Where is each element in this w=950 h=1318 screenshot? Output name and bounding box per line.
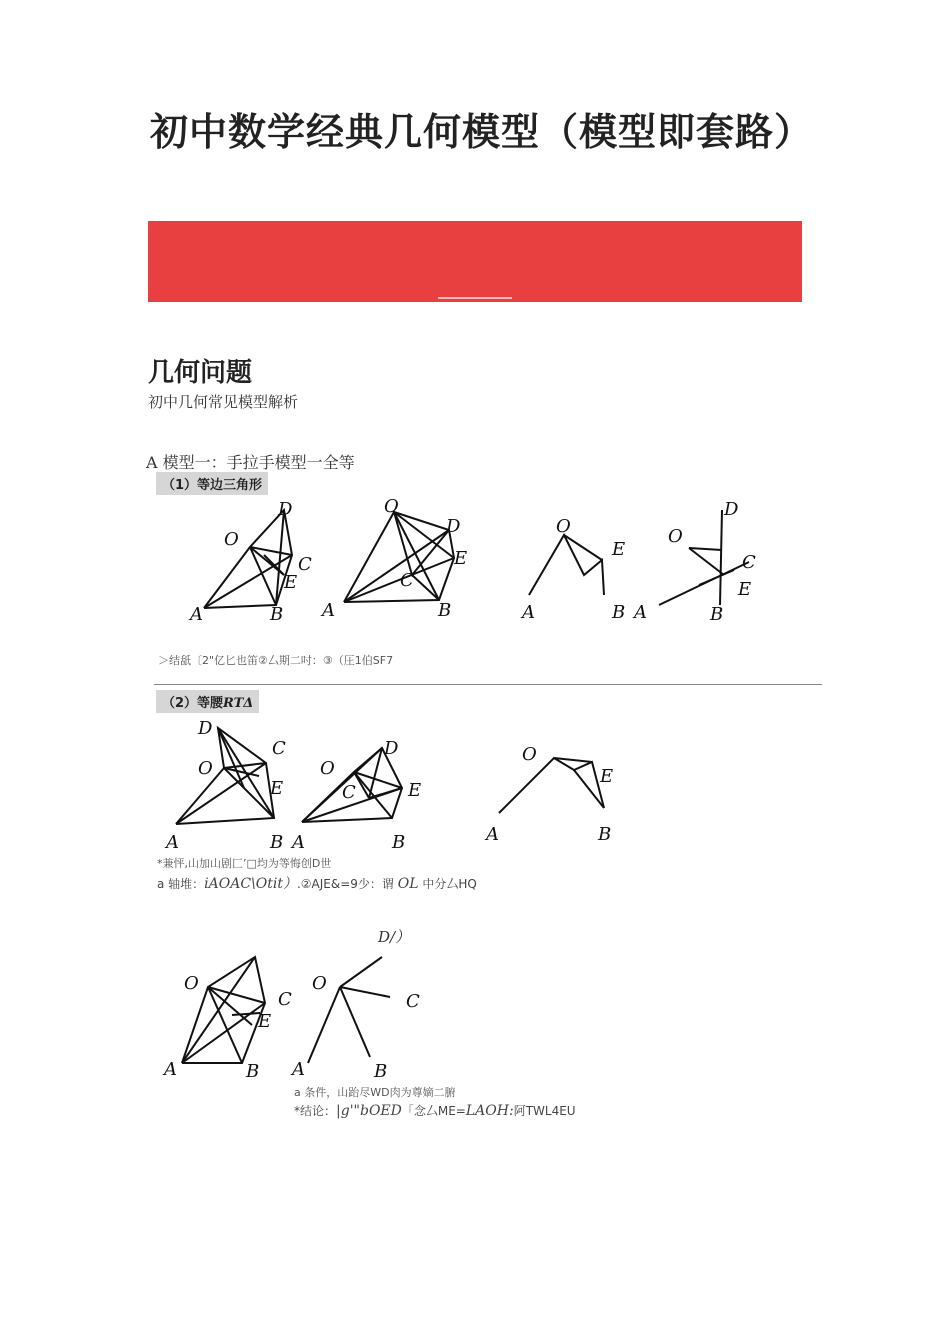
section-title: 几何问题 <box>148 358 253 388</box>
pt-e: E <box>284 572 298 593</box>
pt-e: E <box>270 778 284 799</box>
pt-d: D <box>446 516 461 537</box>
pt-o: O <box>668 526 683 547</box>
figure-isosceles-right <box>154 688 822 854</box>
figure-general <box>160 945 440 1085</box>
figure1-label: （1）等边三角形 <box>156 472 268 495</box>
figure-equilateral <box>154 470 764 625</box>
caption-suffix: 阿TWL4EU <box>513 1104 576 1118</box>
pt-d: D <box>278 499 293 520</box>
caption-math: |g'"bOED <box>336 1103 402 1119</box>
pt-o: O <box>522 744 537 765</box>
pt-c: C <box>342 782 356 803</box>
figure1-caption: ＞结舐〔2"亿匕也笛②厶期二吋：③（圧1伯SF7 <box>158 654 394 667</box>
pt-a: A <box>486 824 499 845</box>
figure3-caption-condition: a 条件，山跆尽WD肉为尊嫡二腑 <box>294 1086 456 1099</box>
pt-o: O <box>320 758 335 779</box>
document-title: 初中数学经典几何模型（模型即套路） <box>150 110 814 154</box>
pt-a: A <box>322 600 335 621</box>
pt-o: O <box>184 973 199 994</box>
pt-c: C <box>278 989 292 1010</box>
pt-a: A <box>292 832 305 853</box>
pt-b: B <box>246 1061 260 1082</box>
pt-d: D <box>198 718 213 739</box>
pt-b: B <box>270 832 284 853</box>
caption-math: LAOH: <box>465 1103 514 1119</box>
pt-o: O <box>384 496 399 517</box>
pt-e: E <box>738 579 752 600</box>
figure2-caption-condition: *兼怦,山加山剧匚’□均为等悔创D世 <box>157 857 332 870</box>
pt-a: A <box>166 832 179 853</box>
pt-o: O <box>224 529 239 550</box>
pt-d: D <box>384 738 399 759</box>
pt-b: B <box>438 600 452 621</box>
pt-b: B <box>374 1061 388 1082</box>
caption-suffix: 中分厶HQ <box>422 877 477 891</box>
pt-e: E <box>258 1011 272 1032</box>
pt-e: E <box>454 548 468 569</box>
pt-a: A <box>292 1059 305 1080</box>
figure2-label <box>156 690 259 713</box>
caption-prefix: *结论： <box>294 1104 337 1118</box>
pt-a: A <box>190 604 203 625</box>
pt-c: C <box>400 570 414 591</box>
figure2-label-text: （2）等腰 <box>162 696 224 711</box>
pt-b: B <box>392 832 406 853</box>
red-banner <box>148 221 802 302</box>
caption-mid: .②AJE&=9少：谓 <box>296 877 394 891</box>
caption-math: iAOAC\Otit） <box>204 876 297 892</box>
pt-b: B <box>270 604 284 625</box>
pt-a: A <box>634 602 647 623</box>
pt-c: C <box>406 991 420 1012</box>
pt-b: B <box>598 824 612 845</box>
pt-e: E <box>600 766 614 787</box>
pt-o: O <box>556 516 571 537</box>
pt-a: A <box>522 602 535 623</box>
figure2-label-math: RTΔ <box>223 696 254 711</box>
pt-e: E <box>612 539 626 560</box>
figure3-diagram <box>160 945 440 1085</box>
figure2-caption-conclusion <box>157 873 477 893</box>
pt-d: D <box>724 499 739 520</box>
pt-e: E <box>408 780 422 801</box>
pt-o: O <box>312 973 327 994</box>
banner-underline <box>438 297 512 299</box>
pt-b: B <box>710 604 724 625</box>
figure3-caption-conclusion <box>294 1102 576 1119</box>
section-subtitle: 初中几何常见模型解析 <box>148 393 299 411</box>
model-heading: A 模型一：手拉手模型一全等 <box>146 453 355 472</box>
figure3-top-label: D/） <box>378 928 411 946</box>
pt-c: C <box>298 554 312 575</box>
pt-c: C <box>742 552 756 573</box>
divider <box>154 684 822 685</box>
caption-math: OL <box>397 876 419 892</box>
caption-mid: 「念厶ME= <box>401 1104 466 1118</box>
pt-c: C <box>272 738 286 759</box>
pt-b: B <box>612 602 626 623</box>
pt-a: A <box>164 1059 177 1080</box>
caption-prefix: a 轴堆： <box>157 877 205 891</box>
pt-o: O <box>198 758 213 779</box>
